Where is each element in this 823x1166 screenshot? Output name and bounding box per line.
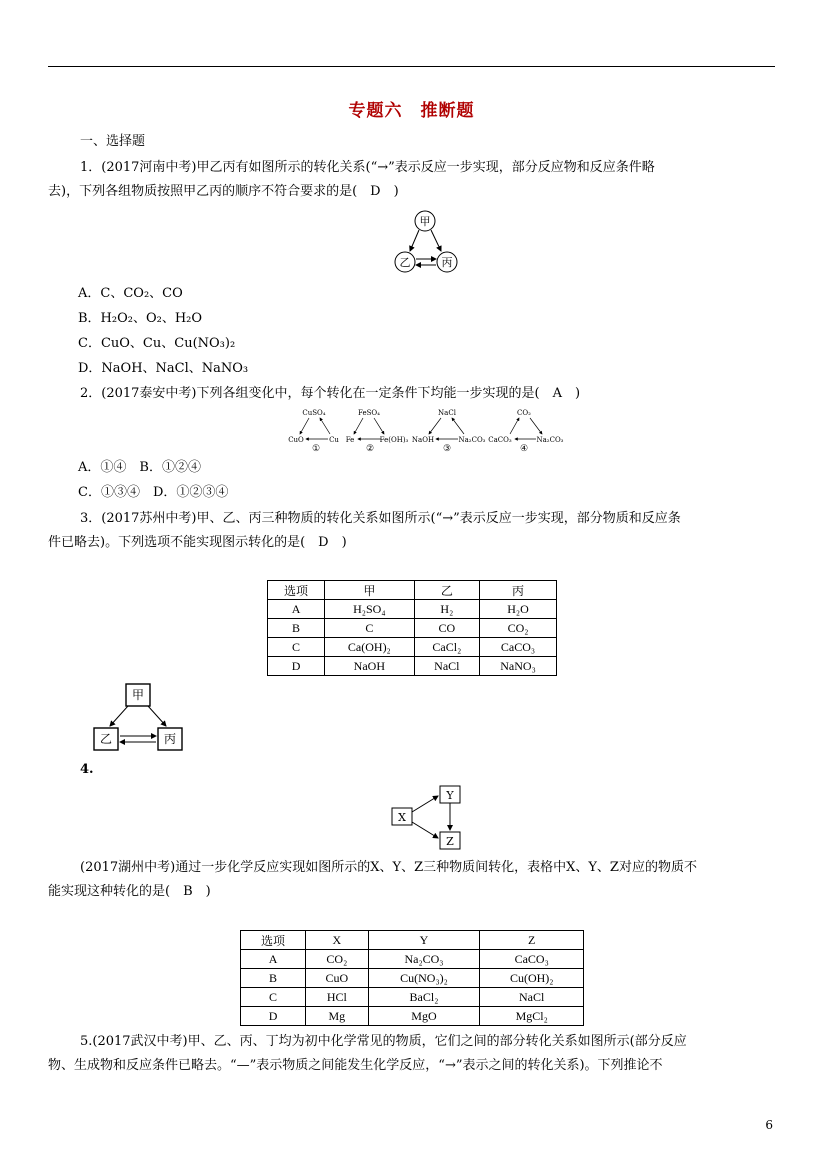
q1-option-d: D．NaOH、NaCl、NaNO₃ (78, 361, 249, 376)
page-title: 专题六 推断题 (348, 101, 475, 121)
q3-line1: 3．(2017苏州中考)甲、乙、丙三种物质的转化关系如图所示(“→”表示反应一步实现，部分物质和反应条 (80, 511, 681, 526)
q4-number: 4. (80, 762, 94, 777)
q3-table (267, 580, 557, 676)
q4-line2: 能实现这种转化的是( B ) (48, 884, 211, 899)
svg-text:CO₂: CO₂ (517, 409, 531, 417)
table-row: D NaOH NaCl NaNO₃ (268, 657, 557, 676)
q4-node-x: X (398, 811, 406, 824)
q4-node-y: Y (446, 789, 454, 802)
q3-triangle-diagram (92, 682, 192, 752)
q4-line1: (2017湖州中考)通过一步化学反应实现如图所示的X、Y、Z三种物质间转化，表格中X、Y、Z对应的物质不 (80, 860, 697, 875)
svg-text:①: ① (311, 444, 321, 454)
svg-text:CuO: CuO (288, 436, 304, 444)
q3-line2: 件已略去)。下列选项不能实现图示转化的是( D ) (48, 535, 347, 550)
table-row: C Ca(OH)₂ CaCl₂ CaCO₃ (268, 638, 557, 657)
q2-diagram-2 (346, 409, 409, 454)
q1-node-top: 甲 (419, 215, 431, 228)
q2-options-line2: C．①③④ D．①②③④ (78, 485, 229, 500)
q1-option-a: A．C、CO₂、CO (78, 286, 183, 301)
svg-text:NaOH: NaOH (411, 436, 435, 444)
svg-text:FeSO₄: FeSO₄ (358, 409, 380, 417)
table-row: B CuO Cu(NO₃)₂ Cu(OH)₂ (241, 969, 584, 988)
svg-text:CaCO₃: CaCO₃ (488, 436, 512, 444)
q5-line1: 5.(2017武汉中考)甲、乙、丙、丁均为初中化学常见的物质，它们之间的部分转化关系如图所示(部分反应 (80, 1034, 687, 1049)
page-number: 6 (765, 1118, 773, 1132)
q2-diagram-4 (488, 409, 563, 454)
q2-diagram-3 (412, 409, 486, 454)
q3-node-left: 乙 (99, 732, 113, 746)
q2-line1: 2．(2017泰安中考)下列各组变化中，每个转化在一定条件下均能一步实现的是( A ) (80, 386, 581, 401)
q2-diagrams (284, 406, 574, 454)
table-header-row: 选项 X Y Z (241, 931, 584, 950)
section-heading: 一、选择题 (80, 134, 146, 149)
svg-text:Na₂CO₃: Na₂CO₃ (458, 436, 486, 444)
q2-options-line1: A．①④ B．①②④ (78, 460, 201, 475)
table-row: B C CO CO₂ (268, 619, 557, 638)
svg-text:NaCl: NaCl (438, 409, 456, 417)
q1-triangle-diagram (385, 208, 465, 276)
q5-line2: 物、生成物和反应条件已略去。“—”表示物质之间能发生化学反应，“→”表示之间的转化关系)。下列推论不 (48, 1058, 663, 1073)
table-row: A CO₂ Na₂CO₃ CaCO₃ (241, 950, 584, 969)
svg-text:④: ④ (519, 444, 529, 454)
q3-node-right: 丙 (163, 732, 177, 746)
q1-line1: 1．(2017河南中考)甲乙丙有如图所示的转化关系(“→”表示反应一步实现，部分反应物和反应条件略 (80, 160, 655, 175)
svg-text:Fe(OH)₃: Fe(OH)₃ (379, 436, 409, 444)
q1-option-c: C．CuO、Cu、Cu(NO₃)₂ (78, 336, 236, 351)
q4-node-z: Z (446, 835, 454, 848)
table-row: D Mg MgO MgCl₂ (241, 1007, 584, 1026)
q1-node-left: 乙 (399, 256, 411, 269)
svg-text:Cu: Cu (329, 436, 339, 444)
header-rule (48, 66, 775, 67)
q1-line2: 去)，下列各组物质按照甲乙丙的顺序不符合要求的是( D ) (48, 184, 399, 199)
svg-text:Na₂CO₃: Na₂CO₃ (536, 436, 564, 444)
svg-text:③: ③ (442, 444, 452, 454)
q4-xyz-diagram (390, 784, 470, 852)
table-row: A H₂SO₄ H₂ H₂O (268, 600, 557, 619)
q1-node-right: 丙 (441, 256, 453, 269)
table-row: C HCl BaCl₂ NaCl (241, 988, 584, 1007)
table-header-row: 选项 甲 乙 丙 (268, 581, 557, 600)
q4-table (240, 930, 584, 1026)
q1-option-b: B．H₂O₂、O₂、H₂O (78, 311, 203, 326)
q3-node-top: 甲 (131, 688, 145, 702)
svg-text:Fe: Fe (345, 436, 355, 444)
svg-text:②: ② (365, 444, 375, 454)
q2-diagram-1 (288, 409, 339, 454)
svg-text:CuSO₄: CuSO₄ (302, 409, 326, 417)
